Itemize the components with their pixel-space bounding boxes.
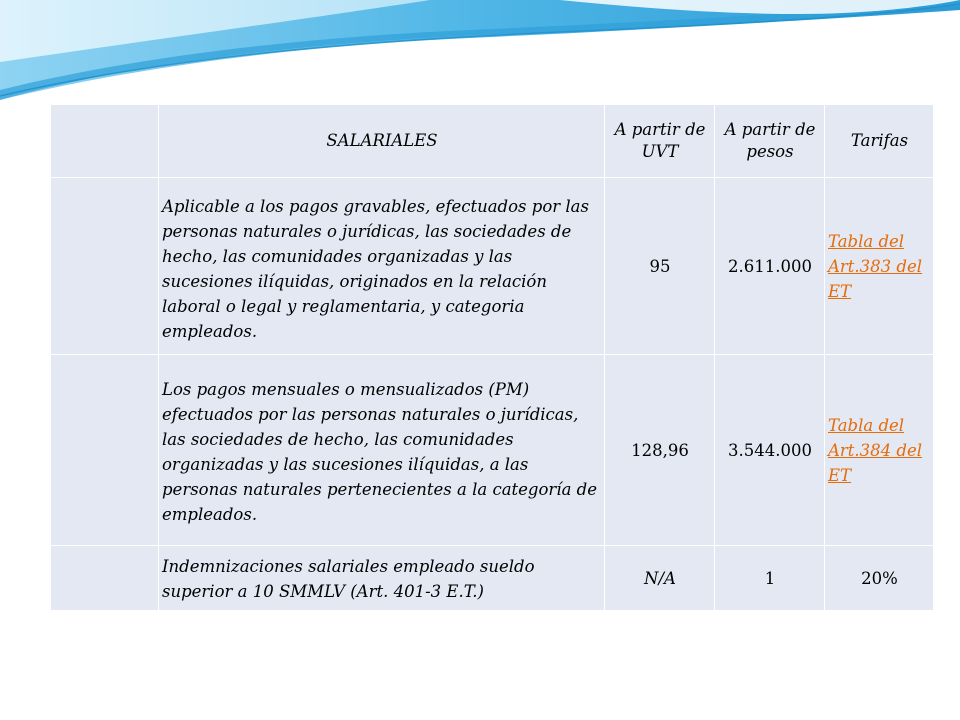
table-row [51, 546, 934, 611]
row-pesos-value: 2.611.000 [715, 178, 825, 355]
row-tarifa-cell [825, 355, 934, 546]
tarifa-link-art384[interactable]: Tabla del Art.384 del ET [828, 415, 923, 485]
row-blank-cell [51, 546, 159, 611]
row-uvt-value: 128,96 [605, 355, 715, 546]
row-description: Los pagos mensuales o mensualizados (PM) efectuados por las personas naturales o jurídicas, las sociedades de hecho, las comunidades organizadas y las sucesiones ilíquidas, a las personas naturales pertenecientes a la categoría de empleados. [159, 355, 605, 546]
table-row [51, 178, 934, 355]
header-uvt: A partir de UVT [605, 105, 715, 178]
table-header-row [51, 105, 934, 178]
header-pesos: A partir de pesos [715, 105, 825, 178]
row-tarifa-cell [825, 178, 934, 355]
row-description: Indemnizaciones salariales empleado sueldo superior a 10 SMMLV (Art. 401-3 E.T.) [159, 546, 605, 611]
header-blank-cell [51, 105, 159, 178]
row-blank-cell [51, 178, 159, 355]
row-pesos-value: 1 [715, 546, 825, 611]
row-uvt-value: N/A [605, 546, 715, 611]
header-tarifas: Tarifas [825, 105, 934, 178]
tarifa-link-art383[interactable]: Tabla del Art.383 del ET [828, 231, 923, 301]
row-tarifa-percent: 20% [825, 546, 934, 611]
row-description: Aplicable a los pagos gravables, efectuados por las personas naturales o jurídicas, las sociedades de hecho, las comunidades organizadas y las sucesiones ilíquidas, originados en la relación laboral o legal y reglamentaria, y categoria empleados. [159, 178, 605, 355]
row-uvt-value: 95 [605, 178, 715, 355]
table-row [51, 355, 934, 546]
row-pesos-value: 3.544.000 [715, 355, 825, 546]
header-wave-decoration [0, 0, 960, 110]
row-blank-cell [51, 355, 159, 546]
salariales-table [50, 104, 934, 611]
header-salariales: SALARIALES [159, 105, 605, 178]
